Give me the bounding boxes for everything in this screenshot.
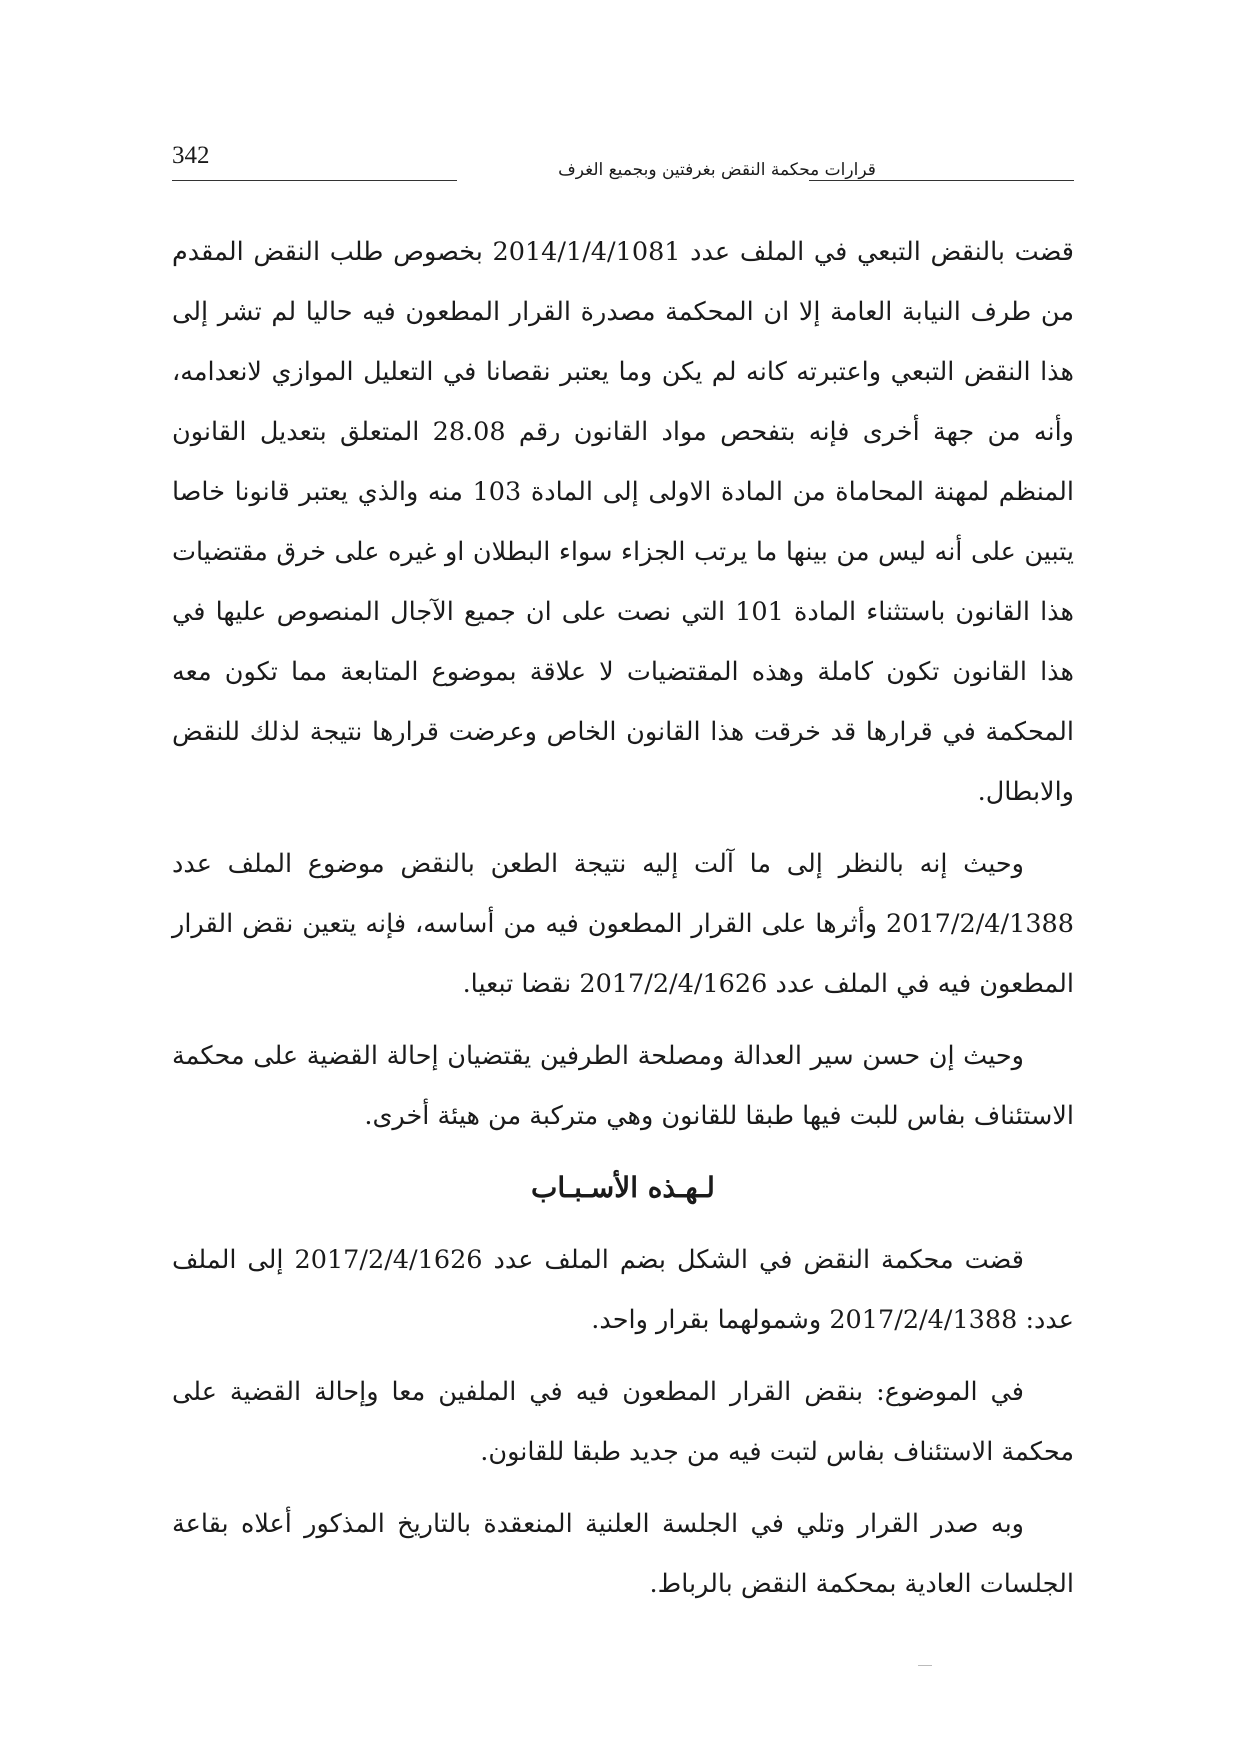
page-header <box>172 138 1074 188</box>
scan-mark <box>918 1665 932 1666</box>
page-number: 342 <box>172 142 210 169</box>
paragraph-6: وبه صدر القرار وتلي في الجلسة العلنية المنعقدة بالتاريخ المذكور أعلاه بقاعة الجلسات العادية بمحكمة النقض بالرباط. <box>172 1509 1074 1599</box>
paragraph-1: قضت بالنقض التبعي في الملف عدد 2014/1/4/1081 بخصوص طلب النقض المقدم من طرف النيابة العامة إلا ان المحكمة مصدرة القرار المطعون فيه حاليا لم تشر إلى هذا النقض التبعي واعتبرته كانه لم يكن وما يعتبر نقصانا في التعليل الموازي لانعدامه، وأنه من جهة أخرى فإنه بتفحص مواد القانون رقم 28.08 المتعلق بتعديل القانون المنظم لمهنة المحاماة من المادة الاولى إلى المادة 103 منه والذي يعتبر قانونا خاصا يتبين على أنه ليس من بينها ما يرتب الجزاء سواء البطلان او غيره على خرق مقتضيات هذا القانون باستثناء المادة 101 التي نصت على ان جميع الآجال المنصوص عليها في هذا القانون تكون كاملة وهذه المقتضيات لا علاقة بموضوع المتابعة مما تكون معه المحكمة في قرارها قد خرقت هذا القانون الخاص وعرضت قرارها نتيجة لذلك للنقض والابطال. <box>172 237 1074 807</box>
header-rule-right <box>809 180 1074 181</box>
paragraph-5: في الموضوع: بنقض القرار المطعون فيه في الملفين معا وإحالة القضية على محكمة الاستئناف بفاس لتبت فيه من جديد طبقا للقانون. <box>172 1377 1074 1467</box>
paragraph-3: وحيث إن حسن سير العدالة ومصلحة الطرفين يقتضيان إحالة القضية على محكمة الاستئناف بفاس للبت فيها طبقا للقانون وهي متركبة من هيئة أخرى. <box>172 1041 1074 1131</box>
header-rule-left <box>172 180 457 181</box>
document-body <box>172 222 1074 1626</box>
paragraph-2: وحيث إنه بالنظر إلى ما آلت إليه نتيجة الطعن بالنقض موضوع الملف عدد 2017/2/4/1388 وأثرها على القرار المطعون فيه من أساسه، فإنه يتعين نقض القرار المطعون فيه في الملف عدد 2017/2/4/1626 نقضا تبعيا. <box>172 849 1074 999</box>
paragraph-4: قضت محكمة النقض في الشكل بضم الملف عدد 2017/2/4/1626 إلى الملف عدد: 2017/2/4/1388 وشمولهما بقرار واحد. <box>172 1245 1074 1335</box>
section-heading: لـهـذه الأسـبـاب <box>531 1171 715 1204</box>
running-title: قرارات محكمة النقض بغرفتين وبجميع الغرف <box>558 160 876 180</box>
